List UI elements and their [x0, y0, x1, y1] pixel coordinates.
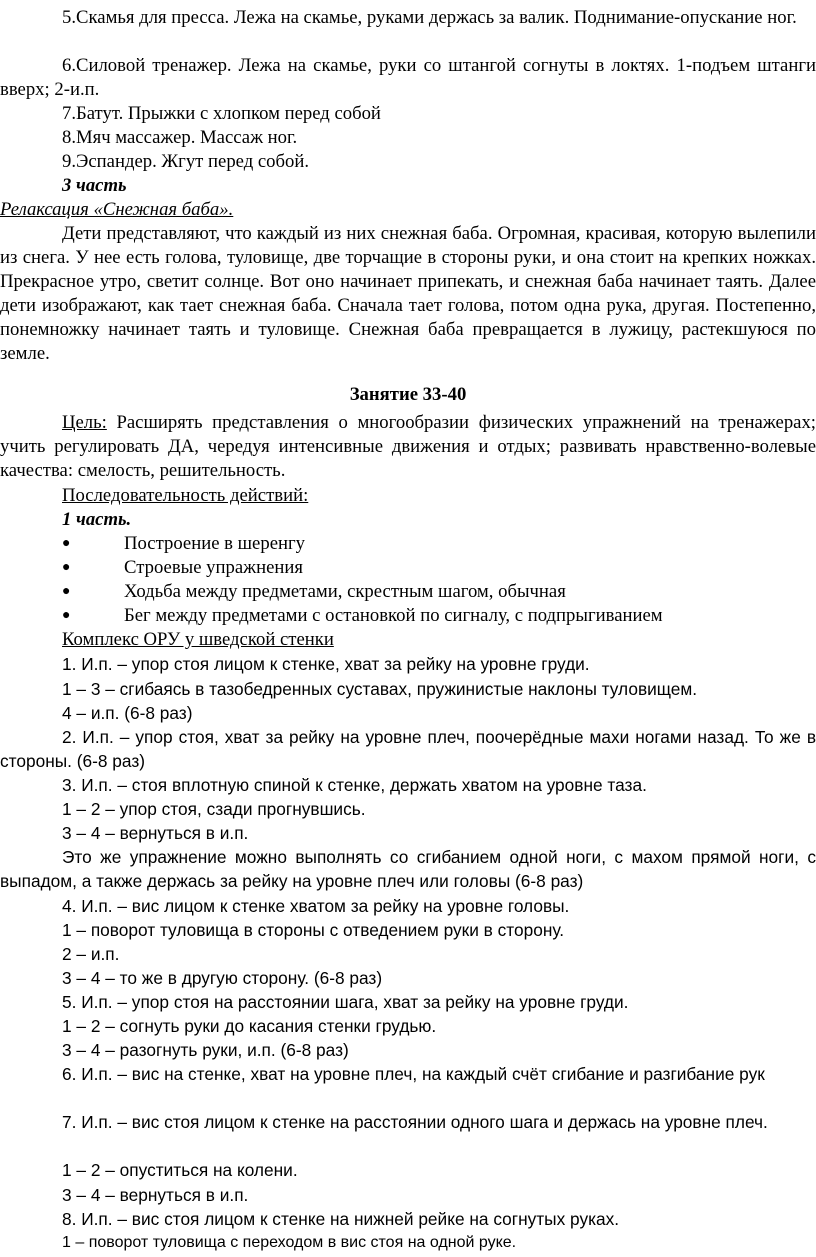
exercise-7: 7. И.п. – вис стоя лицом к стенке на расстоянии одного шага и держась на уровне плеч.	[62, 1112, 768, 1132]
bullet-item: ● Бег между предметами с остановкой по сигналу, с подпрыгиванием	[62, 605, 663, 626]
bullet-item: ● Ходьба между предметами, скрестным шагом, обычная	[62, 581, 566, 602]
exercise-5-step-a: 1 – 2 – согнуть руки до касания стенки грудью.	[62, 1016, 437, 1036]
exercise-5-step-b: 3 – 4 – разогнуть руки, и.п. (6-8 раз)	[62, 1040, 349, 1060]
bullet-item: ● Строевые упражнения	[62, 557, 303, 578]
goal-text: Расширять представления о многообразии физических упражнений на тренажерах; учить регулировать ДА, чередуя интенсивные движения и отдых; развивать нравственно-волевые качества: смелость, решительность.	[0, 412, 816, 481]
bullet-icon: ●	[62, 584, 71, 599]
part3-heading: 3 часть	[62, 175, 127, 196]
bullet-icon: ●	[62, 608, 71, 623]
item-6: 6.Силовой тренажер. Лежа на скамье, руки со штангой согнуты в локтях. 1-подъем штанги вверх; 2-и.п.	[0, 55, 816, 100]
exercise-3-step-b: 3 – 4 – вернуться в и.п.	[62, 823, 249, 843]
exercise-4-step-a: 1 – поворот туловища в стороны с отведением руки в сторону.	[62, 920, 565, 940]
complex-label: Комплекс ОРУ у шведской стенки	[62, 629, 334, 650]
exercise-1-step-b: 4 – и.п. (6-8 раз)	[62, 703, 193, 723]
exercise-4-step-c: 3 – 4 – то же в другую сторону. (6-8 раз)	[62, 968, 383, 988]
sequence-label: Последовательность действий:	[62, 485, 309, 506]
exercise-7-step-b: 3 – 4 – вернуться в и.п.	[62, 1185, 249, 1205]
item-8: 8.Мяч массажер. Массаж ног.	[62, 127, 298, 148]
exercise-3: 3. И.п. – стоя вплотную спиной к стенке, держать хватом на уровне таза.	[62, 775, 647, 795]
relaxation-title: Релаксация «Снежная баба».	[0, 199, 234, 220]
goal-label: Цель:	[62, 412, 107, 433]
exercise-5: 5. И.п. – упор стоя на расстоянии шага, хват за рейку на уровне груди.	[62, 992, 629, 1012]
exercise-2: 2. И.п. – упор стоя, хват за рейку на уровне плеч, поочерёдные махи ногами назад. То же в стороны. (6-8 раз)	[0, 727, 816, 771]
exercise-6: 6. И.п. – вис на стенке, хват на уровне плеч, на каждый счёт сгибание и разгибание рук	[62, 1064, 765, 1084]
bullet-icon: ●	[62, 536, 71, 551]
exercise-3-note: Это же упражнение можно выполнять со сгибанием одной ноги, с махом прямой ноги, с выпадом, а также держась за рейку на уровне плеч или головы (6-8 раз)	[0, 847, 816, 891]
exercise-8: 8. И.п. – вис стоя лицом к стенке на нижней рейке на согнутых руках.	[62, 1209, 620, 1229]
lesson-title: Занятие 33-40	[349, 384, 467, 405]
item-5: 5.Скамья для пресса. Лежа на скамье, руками держась за валик. Поднимание-опускание ног.	[62, 7, 797, 28]
item-7: 7.Батут. Прыжки с хлопком перед собой	[62, 103, 381, 124]
exercise-1: 1. И.п. – упор стоя лицом к стенке, хват за рейку на уровне груди.	[62, 654, 590, 674]
bullet-icon: ●	[62, 560, 71, 575]
item-9: 9.Эспандер. Жгут перед собой.	[62, 151, 310, 172]
exercise-7-step-a: 1 – 2 – опуститься на колени.	[62, 1160, 298, 1180]
exercise-1-step-a: 1 – 3 – сгибаясь в тазобедренных суставах, пружинистые наклоны туловищем.	[62, 679, 698, 699]
exercise-4: 4. И.п. – вис лицом к стенке хватом за рейку на уровне головы.	[62, 896, 570, 916]
exercise-4-step-b: 2 – и.п.	[62, 944, 120, 964]
goal-paragraph	[0, 411, 816, 483]
part1-heading: 1 часть.	[62, 509, 132, 530]
exercise-8-step-a: 1 – поворот туловища с переходом в вис стоя на одной руке.	[62, 1234, 517, 1251]
relaxation-paragraph: Дети представляют, что каждый из них снежная баба. Огромная, красивая, которую вылепили из снега. У нее есть голова, туловище, две торчащие в стороны руки, и она стоит на крепких ножках. Прекрасное утро, светит солнце. Вот оно начинает припекать, и снежная баба начинает таять. Далее дети изображают, как тает снежная баба. Сначала тает голова, потом одна рука, другая. Постепенно, понемножку начинает таять и туловище. Снежная баба превращается в лужицу, растекшуюся по земле.	[0, 223, 816, 364]
exercise-3-step-a: 1 – 2 – упор стоя, сзади прогнувшись.	[62, 799, 366, 819]
bullet-item: ● Построение в шеренгу	[62, 533, 305, 554]
